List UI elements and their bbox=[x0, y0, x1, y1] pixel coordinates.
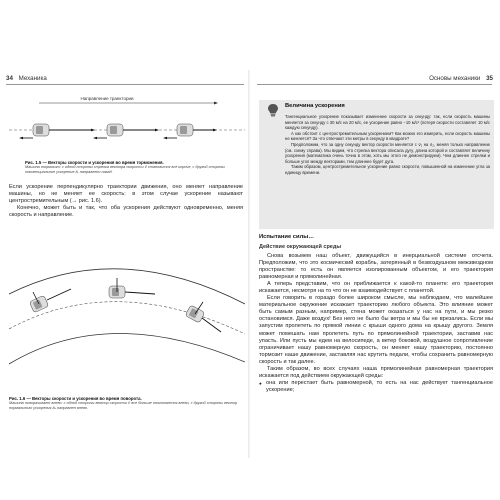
figure2-caption-block bbox=[9, 396, 243, 410]
sidebar-paragraph: Предположим, что за одну секунду вектор скорости меняется с v⃗₁ на v⃗₂, меняя только направление (см. схему справа). Мы видим, что стрелка вектора описала дугу, длина которой и составляет величину ускорения (математика очень точна в этом, хоть мы этого не демонстрируем). Чем длиннее стрелки и больше угол между векторами, тем длиннее будет дуга. bbox=[285, 141, 490, 164]
left-paragraph: Конечно, может быть и так, что оба ускорения действуют одновременно, меняя скорость и направление. bbox=[9, 205, 243, 219]
sidebar-box bbox=[259, 100, 494, 229]
right-running-title: Основы механики bbox=[429, 75, 481, 82]
sidebar-paragraph: А как обстоит с центростремительным ускорением? Как можно его измерить, если скорость машины не меняется? За что отвечают эти метры в секунду в квадрате? bbox=[285, 130, 490, 142]
figure2-title: Рис. 1.6 — Векторы скорости и ускорения во время поворота. bbox=[9, 396, 142, 401]
left-page bbox=[3, 70, 245, 458]
left-page-header bbox=[6, 75, 47, 82]
figure2-caption: Машина поворачивает влево: с одной стороны вектор скорости v⃗ все больше отклоняется влево, с другой стороны вектор нормального ускорения āₙ направлен влево. bbox=[9, 401, 238, 410]
section-subtitle: Действие окружающей среды bbox=[259, 244, 342, 250]
car-icon bbox=[107, 124, 123, 136]
right-paragraph: А теперь представим, что он приближается к какой-то планете: его траектория искажается, несмотря на то что он не взаимодействует с планетой. bbox=[259, 281, 493, 295]
right-page-header bbox=[429, 75, 493, 82]
left-running-title: Механика bbox=[18, 75, 47, 82]
figure1-caption-block bbox=[25, 160, 237, 174]
right-paragraph: Снова возьмем наш объект, движущийся в инерциальной системе отсчета. Предположим, что это космический корабль, затерянный в безвоздушном межзвездном пространстве: то есть он является изолированным объектом, и его траектория равномерная и прямолинейная. bbox=[259, 253, 493, 281]
sidebar-paragraph: Таким образом, центростремительное ускорение равно скорости, повышенной на изменение угла за единицу времени. bbox=[285, 164, 490, 175]
sidebar-text bbox=[285, 114, 490, 176]
bullet-item: ● она или перестает быть равномерной, то есть на нас действует тангенциальное ускорение; bbox=[259, 380, 493, 394]
left-paragraph: Если ускорение перпендикулярно траектории движения, оно меняет направление машины, но не меняет ее скорость: в этом случае ускорение называют центростремительным (→ рис. 1.6). bbox=[9, 184, 243, 205]
sidebar-paragraph: Тангенциальное ускорение показывает изменение скорости за секунду: так, если скорость машины меняется за секунду с 30 м/с на 20 м/с, ее ускорение равно −10 м/с² (потеря скорости составляет 10 м/с каждую секунду). bbox=[285, 114, 490, 131]
car-icon bbox=[33, 124, 49, 136]
left-page-number: 34 bbox=[6, 75, 13, 82]
car-icon bbox=[177, 124, 193, 136]
figure1-title: Рис. 1.5 — Векторы скорости и ускорения во время торможения. bbox=[25, 160, 164, 165]
right-page-number: 35 bbox=[486, 75, 493, 82]
right-body-text bbox=[259, 253, 493, 394]
figure-turning-diagram bbox=[9, 234, 245, 372]
left-header-rule bbox=[6, 84, 244, 85]
figure1-caption: Машина тормозит: с одной стороны стрелка вектора скорости v⃗ становится все короче, с другой стороны тангенциальное ускорение ā, направлено назад. bbox=[25, 165, 225, 174]
right-paragraph: Если говорить в гораздо более широком смысле, мы наблюдаем, что малейшее материальное окружение искажает траекторию любого объекта. Это влияние может быть самым разным, например, стена может оказаться у нас на пути, и мы резко остановимся. Даже воздух! Без него не было бы ветра и мы бы не врезались. Если мы запустим пролететь по прямой линии с крыши одного дома на крышу другого. Земля может помешать нам пролететь путь по прямолинейной траектории, заставив нас упасть. Или пусть мы едем на велосипеде, а ветер боковой, воздушное сопротивление ограничивает нашу равномерную скорость, он меняет нашу траекторию, постоянно тормозит наше движение, заставляя нас крутить педали, чтобы сохранить равномерную скорость и так далее. bbox=[259, 295, 493, 365]
trajectory-label: Направление траектории bbox=[80, 96, 134, 101]
book-gutter bbox=[248, 70, 250, 458]
right-header-rule bbox=[257, 84, 492, 85]
sidebar-title: Величина ускорения bbox=[285, 103, 345, 109]
bulb-icon bbox=[267, 103, 279, 117]
left-body-text bbox=[9, 184, 243, 219]
section-title: Испытание силы… bbox=[259, 234, 315, 240]
right-page bbox=[253, 70, 496, 458]
right-paragraph: Таким образом, во всех случаях наша прямолинейная равномерная траектория искажается под действием окружающей среды: bbox=[259, 365, 493, 379]
